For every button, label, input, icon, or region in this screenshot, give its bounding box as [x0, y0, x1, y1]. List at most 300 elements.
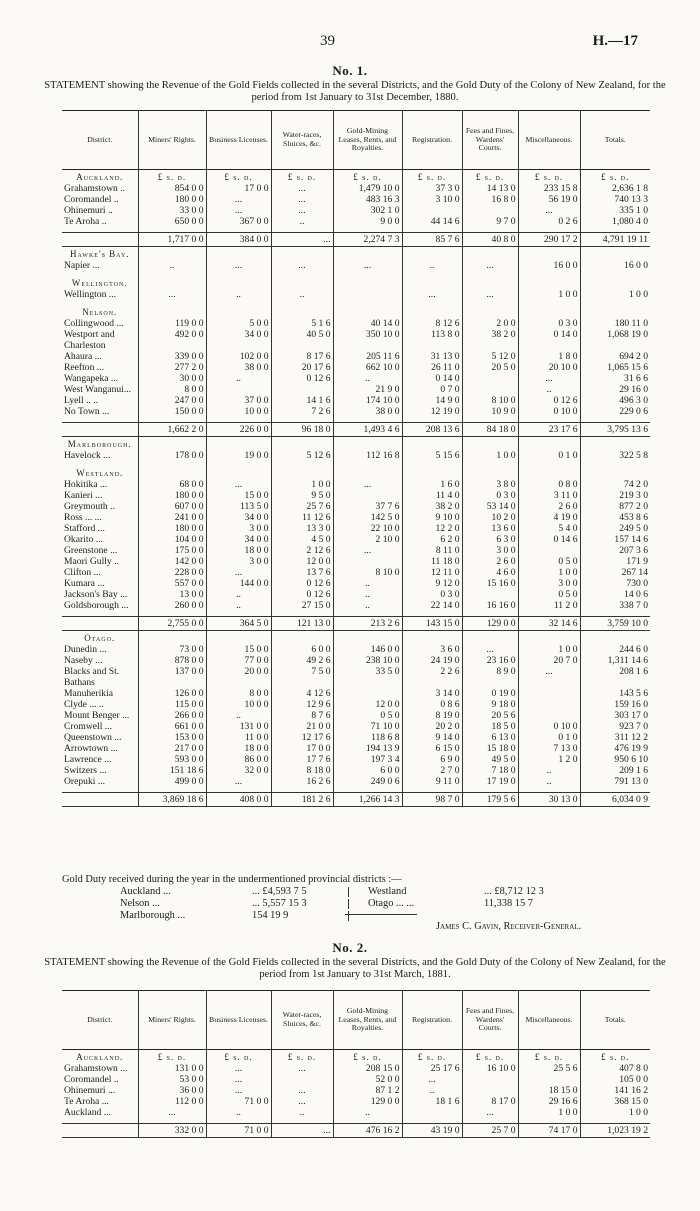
amount-cell: 9 18 0	[462, 699, 518, 710]
amount-cell	[206, 340, 271, 351]
amount-cell: 11 0 0	[206, 732, 271, 743]
district-name: Arrowtown ...	[62, 743, 138, 754]
empty-cell	[402, 437, 462, 451]
province-heading: Hawke's Bay.	[62, 247, 138, 261]
amount-cell	[518, 677, 580, 688]
district-name: Clifton ...	[62, 567, 138, 578]
statement-1-body	[62, 170, 650, 807]
amount-cell: ..	[206, 710, 271, 721]
empty-cell	[271, 247, 333, 261]
amount-cell: 1 0 0	[628, 289, 648, 300]
empty-cell	[271, 631, 333, 645]
table-row	[62, 1107, 650, 1118]
amount-cell: 367 0 0	[206, 216, 271, 227]
col-water-races: Water-races, Sluices, &c.	[271, 991, 333, 1050]
amount-cell: 73 0 0	[138, 644, 206, 655]
amount-cell: 650 0 0	[138, 216, 206, 227]
amount-cell	[518, 699, 580, 710]
table-row	[62, 194, 650, 205]
amount-cell: 0 12 6	[518, 395, 580, 406]
amount-cell: ...	[271, 194, 333, 205]
empty-cell	[462, 466, 518, 479]
amount-cell: ...	[206, 260, 271, 271]
empty-cell	[206, 305, 271, 318]
col-totals: Totals.	[580, 111, 650, 170]
amount-cell: 303 17 0	[614, 710, 648, 721]
amount-cell: 1,065 15 6	[607, 362, 648, 373]
table-row	[62, 545, 650, 556]
unit-cell: £ s. d.	[138, 1050, 206, 1064]
table-row	[62, 688, 650, 699]
amount-cell: 18 1 6	[402, 1096, 462, 1107]
amount-cell: 143 15 0	[402, 617, 462, 631]
amount-cell: 0 7 0	[402, 384, 462, 395]
empty-cell	[462, 247, 518, 261]
amount-cell: ..	[518, 776, 580, 787]
amount-cell: 6 13 0	[462, 732, 518, 743]
amount-cell	[462, 589, 518, 600]
amount-cell: 0 10 0	[518, 406, 580, 417]
amount-cell: 105 0 0	[619, 1074, 648, 1085]
table-row	[62, 1074, 650, 1085]
empty-cell	[518, 437, 580, 451]
amount-cell: 71 0 0	[206, 1124, 271, 1138]
table-row	[62, 373, 650, 384]
col-registration: Registration.	[402, 991, 462, 1050]
empty-cell	[333, 631, 402, 645]
amount-cell: 141 16 2	[614, 1085, 648, 1096]
amount-cell: 32 0 0	[206, 765, 271, 776]
empty-cell	[580, 631, 650, 645]
amount-cell: ...	[462, 1107, 518, 1118]
amount-cell: 31 6 6	[624, 373, 648, 384]
amount-cell: 22 14 0	[402, 600, 462, 611]
table-row	[62, 765, 650, 776]
amount-cell	[206, 677, 271, 688]
province-heading-row	[62, 276, 650, 289]
amount-cell: 21 9 0	[333, 384, 402, 395]
col-totals: Totals.	[580, 991, 650, 1050]
amount-cell: 694 2 0	[619, 351, 648, 362]
amount-cell: ..	[333, 578, 402, 589]
amount-cell: 1,662 2 0	[138, 423, 206, 437]
amount-cell: 1 6 0	[402, 479, 462, 490]
amount-cell: 87 1 2	[333, 1085, 402, 1096]
amount-cell: 217 0 0	[138, 743, 206, 754]
amount-cell: 126 0 0	[138, 688, 206, 699]
amount-cell	[462, 1085, 518, 1096]
amount-cell: 179 5 6	[462, 793, 518, 807]
amount-cell: 7 13 0	[518, 743, 580, 754]
subtotal-row	[62, 423, 650, 437]
statement-1-text: STATEMENT showing the Revenue of the Gold Fields collected in the several Districts, and the Gold Duty of the Colony of New Zealand, for the period from 1st January to 31st December, 1880.	[44, 80, 666, 103]
empty-cell	[518, 305, 580, 318]
table-row	[62, 776, 650, 787]
amount-cell: 20 5 0	[462, 362, 518, 373]
amount-cell: 17 0 0	[271, 743, 333, 754]
amount-cell: 31 13 0	[402, 351, 462, 362]
table-row	[62, 589, 650, 600]
amount-cell: 29 16 6	[518, 1096, 580, 1107]
subtotal-row	[62, 1124, 650, 1138]
table-row	[62, 534, 650, 545]
amount-cell: 112 0 0	[138, 1096, 206, 1107]
amount-cell: 146 0 0	[333, 644, 402, 655]
table-row	[62, 318, 650, 329]
amount-cell: 492 0 0	[138, 329, 206, 340]
amount-cell: 3 0 0	[462, 545, 518, 556]
amount-cell	[518, 710, 580, 721]
amount-cell: 1 0 0	[518, 1107, 580, 1118]
amount-cell: 22 10 0	[333, 523, 402, 534]
gold-duty-district: Auckland ...	[120, 886, 171, 897]
province-heading-row	[62, 170, 650, 184]
amount-cell: 0 8 0	[518, 479, 580, 490]
unit-cell: £ s. d.	[271, 170, 333, 184]
amount-cell: 0 1 0	[518, 732, 580, 743]
amount-cell: ...	[271, 1124, 333, 1138]
amount-cell: 113 5 0	[206, 501, 271, 512]
amount-cell: 30 0 0	[138, 373, 206, 384]
amount-cell: 6 3 0	[462, 534, 518, 545]
district-name: Grahamstown ..	[62, 183, 138, 194]
subtotal-row	[62, 233, 650, 247]
amount-cell: 1 0 0	[518, 289, 580, 300]
district-name: Wellington ...	[62, 289, 138, 300]
amount-cell	[462, 1074, 518, 1085]
amount-cell	[402, 205, 462, 216]
table-row	[62, 384, 650, 395]
amount-cell: 9 12 0	[402, 578, 462, 589]
table-row	[62, 450, 650, 461]
amount-cell: 1 0 0	[628, 1107, 648, 1118]
amount-cell: 213 2 6	[333, 617, 402, 631]
col-district: District.	[62, 991, 138, 1050]
province-heading: Wellington.	[62, 276, 138, 289]
amount-cell: 0 12 6	[271, 373, 333, 384]
amount-cell: 476 16 2	[333, 1124, 402, 1138]
amount-cell: 74 17 0	[518, 1124, 580, 1138]
amount-cell: 142 5 0	[333, 512, 402, 523]
district-name: Reefton ...	[62, 362, 138, 373]
amount-cell: 159 16 0	[614, 699, 648, 710]
amount-cell: 8 10 0	[333, 567, 402, 578]
amount-cell: 8 0 0	[206, 688, 271, 699]
amount-cell: 4 12 6	[271, 688, 333, 699]
amount-cell: 38 0 0	[206, 362, 271, 373]
amount-cell: 3 14 0	[402, 688, 462, 699]
district-name: Lawrence ...	[62, 754, 138, 765]
amount-cell: 1,266 14 3	[333, 793, 402, 807]
amount-cell: 17 7 6	[271, 754, 333, 765]
amount-cell: ...	[271, 1096, 333, 1107]
amount-cell: 364 5 0	[206, 617, 271, 631]
amount-cell: 49 5 0	[462, 754, 518, 765]
amount-cell: 207 3 6	[619, 545, 648, 556]
amount-cell: 151 18 6	[138, 765, 206, 776]
amount-cell: 38 2 0	[402, 501, 462, 512]
amount-cell: ...	[333, 545, 402, 556]
amount-cell: 2 10 0	[333, 534, 402, 545]
column-divider	[348, 899, 349, 909]
district-name: Kanieri ...	[62, 490, 138, 501]
amount-cell: 20 17 6	[271, 362, 333, 373]
empty-cell	[138, 631, 206, 645]
empty-cell	[271, 437, 333, 451]
amount-cell: 0 3 0	[518, 318, 580, 329]
table-row	[62, 699, 650, 710]
amount-cell: 143 5 6	[619, 688, 648, 699]
amount-cell: 226 0 0	[206, 423, 271, 437]
province-heading: Nelson.	[62, 305, 138, 318]
amount-cell: 2 0 0	[462, 318, 518, 329]
amount-cell: 7 2 6	[271, 406, 333, 417]
amount-cell: ...	[206, 1074, 271, 1085]
subtotal-row	[62, 617, 650, 631]
amount-cell: 407 8 0	[619, 1063, 648, 1074]
amount-cell: 877 2 0	[619, 501, 648, 512]
province-heading-row	[62, 247, 650, 261]
amount-cell	[462, 205, 518, 216]
district-name: Grahamstown ...	[62, 1063, 138, 1074]
amount-cell: 1,068 19 0	[607, 329, 648, 340]
amount-cell: 1 2 0	[518, 754, 580, 765]
amount-cell: 2 6 0	[462, 556, 518, 567]
gold-duty-district: Otago ... ...	[368, 898, 415, 909]
empty-cell	[138, 276, 206, 289]
amount-cell: 453 8 6	[619, 512, 648, 523]
amount-cell: 1 0 0	[462, 450, 518, 461]
empty-cell	[580, 247, 650, 261]
amount-cell	[206, 384, 271, 395]
amount-cell: 8 10 0	[462, 395, 518, 406]
district-name: Cromwell ...	[62, 721, 138, 732]
table-row	[62, 754, 650, 765]
amount-cell: 244 6 0	[619, 644, 648, 655]
amount-cell: 322 5 8	[619, 450, 648, 461]
amount-cell: 4 5 0	[271, 534, 333, 545]
amount-cell: 37 0 0	[206, 395, 271, 406]
province-heading-row	[62, 1050, 650, 1064]
amount-cell: ..	[206, 289, 271, 300]
amount-cell: 12 19 0	[402, 406, 462, 417]
amount-cell: 1,080 4 0	[612, 216, 648, 227]
amount-cell: 335 1 0	[619, 205, 648, 216]
amount-cell: 3 11 0	[518, 490, 580, 501]
amount-cell: 2 6 0	[518, 501, 580, 512]
amount-cell: ...	[206, 479, 271, 490]
district-name: Coromandel ..	[62, 1074, 138, 1085]
amount-cell: 8 18 0	[271, 765, 333, 776]
empty-cell	[206, 437, 271, 451]
district-name: Stafford ...	[62, 523, 138, 534]
amount-cell: 483 16 3	[333, 194, 402, 205]
col-water-races: Water-races, Sluices, &c.	[271, 111, 333, 170]
amount-cell: 266 0 0	[138, 710, 206, 721]
amount-cell: 25 7 6	[271, 501, 333, 512]
amount-cell: 18 15 0	[518, 1085, 580, 1096]
amount-cell	[271, 677, 333, 688]
district-name: Okarito ...	[62, 534, 138, 545]
empty-cell	[402, 305, 462, 318]
amount-cell: 56 19 0	[518, 194, 580, 205]
amount-cell: 15 0 0	[206, 644, 271, 655]
table-row	[62, 710, 650, 721]
empty-cell	[580, 437, 650, 451]
unit-cell: £ s. d.	[462, 1050, 518, 1064]
amount-cell: 662 10 0	[333, 362, 402, 373]
amount-cell	[271, 340, 333, 351]
col-registration: Registration.	[402, 111, 462, 170]
amount-cell: 6 0 0	[271, 644, 333, 655]
amount-cell: 71 10 0	[333, 721, 402, 732]
amount-cell: 6,034 0 9	[580, 793, 650, 807]
amount-cell: 16 0 0	[518, 260, 580, 271]
signature: James C. Gavin, Receiver-General.	[436, 921, 582, 932]
amount-cell	[580, 677, 650, 688]
amount-cell: 1,493 4 6	[333, 423, 402, 437]
amount-cell: 607 0 0	[138, 501, 206, 512]
amount-cell: 14 0 6	[624, 589, 648, 600]
amount-cell	[333, 677, 402, 688]
amount-cell: 2 2 6	[402, 666, 462, 677]
table-row	[62, 216, 650, 227]
amount-cell: 180 11 0	[614, 318, 648, 329]
amount-cell: 23 17 6	[518, 423, 580, 437]
amount-cell: ..	[333, 589, 402, 600]
amount-cell: ...	[333, 479, 402, 490]
amount-cell: 113 8 0	[402, 329, 462, 340]
amount-cell: 12 11 0	[402, 567, 462, 578]
amount-cell: 408 0 0	[206, 793, 271, 807]
empty-cell	[462, 437, 518, 451]
amount-cell: 0 2 6	[518, 216, 580, 227]
page-header	[0, 33, 700, 49]
table-row	[62, 721, 650, 732]
amount-cell: 8 17 6	[271, 351, 333, 362]
amount-cell: ...	[402, 289, 462, 300]
district-name: Ohinemuri ...	[62, 1085, 138, 1096]
district-name: West Wanganui...	[62, 384, 138, 395]
amount-cell: 1 0 0	[271, 479, 333, 490]
table-row	[62, 666, 650, 677]
amount-cell: 30 13 0	[518, 793, 580, 807]
amount-cell	[271, 1074, 333, 1085]
district-name: Greenstone ...	[62, 545, 138, 556]
amount-cell: ...	[206, 205, 271, 216]
amount-cell: 499 0 0	[138, 776, 206, 787]
amount-cell	[518, 340, 580, 351]
amount-cell: 3,869 18 6	[138, 793, 206, 807]
col-fees-fines: Fees and Fines, Wardens' Courts.	[462, 991, 518, 1050]
amount-cell: 3 6 0	[402, 644, 462, 655]
amount-cell: 34 0 0	[206, 534, 271, 545]
amount-cell: 180 0 0	[138, 523, 206, 534]
amount-cell: 142 0 0	[138, 556, 206, 567]
amount-cell: 2 7 0	[402, 765, 462, 776]
amount-cell: 171 9	[626, 556, 648, 567]
amount-cell: 175 0 0	[138, 545, 206, 556]
gold-duty-row	[72, 886, 672, 898]
gold-duty-amount: ... £8,712 12 3	[484, 886, 544, 897]
amount-cell: 233 15 8	[518, 183, 580, 194]
amount-cell: 84 18 0	[462, 423, 518, 437]
amount-cell: 32 14 6	[518, 617, 580, 631]
amount-cell: 3 0 0	[206, 556, 271, 567]
empty-cell	[333, 305, 402, 318]
amount-cell: 476 19 9	[614, 743, 648, 754]
amount-cell: 12 17 6	[271, 732, 333, 743]
amount-cell: 339 0 0	[138, 351, 206, 362]
amount-cell: 197 3 4	[333, 754, 402, 765]
amount-cell: ...	[271, 1063, 333, 1074]
amount-cell: 249 5 0	[619, 523, 648, 534]
amount-cell: 85 7 6	[402, 233, 462, 247]
empty-cell	[206, 631, 271, 645]
amount-cell	[333, 490, 402, 501]
amount-cell: 34 0 0	[206, 329, 271, 340]
district-name: Jackson's Bay ...	[62, 589, 138, 600]
amount-cell: 4 6 0	[462, 567, 518, 578]
amount-cell: ...	[518, 373, 580, 384]
amount-cell: 8 12 6	[402, 318, 462, 329]
amount-cell: 2 12 6	[271, 545, 333, 556]
amount-cell: 208 13 6	[402, 423, 462, 437]
amount-cell: 180 0 0	[138, 194, 206, 205]
unit-cell: £ s. d.	[206, 1050, 271, 1064]
col-miners-rights: Miners' Rights.	[138, 111, 206, 170]
amount-cell: 131 0 0	[138, 1063, 206, 1074]
amount-cell: 33 5 0	[333, 666, 402, 677]
amount-cell: 0 5 0	[518, 556, 580, 567]
amount-cell: ...	[462, 289, 518, 300]
amount-cell	[462, 384, 518, 395]
amount-cell: 18 5 0	[462, 721, 518, 732]
amount-cell: 260 0 0	[138, 600, 206, 611]
amount-cell: 20 2 0	[402, 721, 462, 732]
amount-cell: 20 5 6	[462, 710, 518, 721]
amount-cell: 13 7 6	[271, 567, 333, 578]
amount-cell: ...	[518, 666, 580, 677]
province-heading: Otago.	[62, 631, 138, 645]
statement-2-title: No. 2.	[332, 940, 368, 955]
amount-cell: 129 0 0	[462, 617, 518, 631]
province-heading-row	[62, 466, 650, 479]
amount-cell: 34 0 0	[206, 512, 271, 523]
amount-cell: 7 5 0	[271, 666, 333, 677]
amount-cell: 52 0 0	[333, 1074, 402, 1085]
amount-cell: 4,791 19 11	[580, 233, 650, 247]
amount-cell: 208 1 6	[619, 666, 648, 677]
amount-cell: 16 10 0	[462, 1063, 518, 1074]
district-name	[62, 617, 138, 631]
empty-cell	[333, 247, 402, 261]
amount-cell: 878 0 0	[138, 655, 206, 666]
district-name: Coromandel ..	[62, 194, 138, 205]
amount-cell: 36 0 0	[138, 1085, 206, 1096]
amount-cell	[518, 1074, 580, 1085]
empty-cell	[580, 305, 650, 318]
unit-cell: £ s. d.	[333, 1050, 402, 1064]
statement-2-body	[62, 1050, 650, 1138]
table-row	[62, 1096, 650, 1107]
amount-cell: ..	[333, 373, 402, 384]
district-name	[62, 233, 138, 247]
empty-cell	[462, 305, 518, 318]
amount-cell: 17 19 0	[462, 776, 518, 787]
gold-duty-district: Marlborough ...	[120, 910, 186, 921]
amount-cell: 311 12 2	[614, 732, 648, 743]
